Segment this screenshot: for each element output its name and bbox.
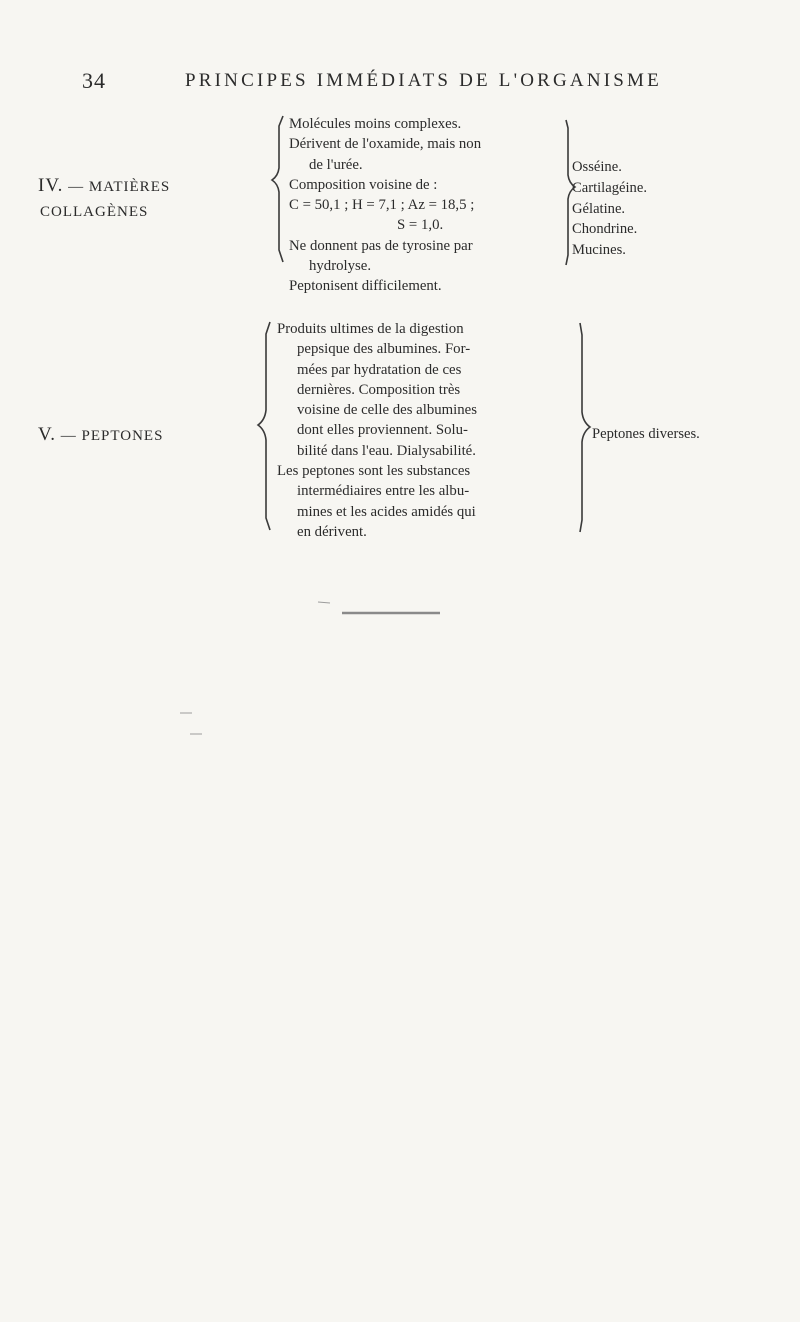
- section-v-left-brace: [258, 322, 270, 530]
- text-line: intermédiaires entre les albu-: [297, 483, 470, 500]
- text-line: mines et les acides amidés qui: [297, 503, 476, 520]
- text-line: en dérivent.: [297, 523, 367, 540]
- text-line: mées par hydratation de ces: [297, 361, 462, 378]
- text-line: hydrolyse.: [309, 258, 372, 275]
- section-iv-right-brace: [566, 120, 575, 265]
- running-title: PRINCIPES IMMÉDIATS DE L'ORGANISME: [185, 70, 662, 91]
- text-line: S = 1,0.: [397, 217, 444, 234]
- section-iv-title-line2: COLLAGÈNES: [40, 204, 149, 220]
- section-iv-title-line1: — MATIÈRES: [68, 179, 171, 195]
- text-line: Produits ultimes de la digestion: [277, 321, 464, 337]
- text-line: C = 50,1 ; H = 7,1 ; Az = 18,5 ;: [289, 197, 475, 214]
- text-line: pepsique des albumines. For-: [297, 341, 471, 358]
- page-number: 34: [82, 68, 106, 93]
- text-line: Les peptones sont les substances: [277, 463, 471, 480]
- example-item: Gélatine.: [572, 200, 626, 217]
- text-line: Peptonisent difficilement.: [289, 278, 442, 295]
- text-line: dernières. Composition très: [297, 381, 461, 398]
- text-line: Ne donnent pas de tyrosine par: [289, 237, 473, 254]
- text-line: de l'urée.: [309, 156, 363, 173]
- text-line: Molécules moins complexes.: [289, 116, 462, 132]
- text-line: Composition voisine de :: [289, 176, 438, 193]
- section-v-number: V.: [38, 424, 57, 445]
- text-line: Dérivent de l'oxamide, mais non: [289, 136, 482, 153]
- bleed-through-mark: [318, 602, 330, 603]
- section-v-title-line1: — PEPTONES: [60, 428, 164, 444]
- example-item: Peptones diverses.: [592, 426, 700, 442]
- example-item: Cartilagéine.: [572, 179, 647, 196]
- text-line: voisine de celle des albumines: [297, 402, 477, 419]
- example-item: Mucines.: [572, 242, 626, 259]
- section-iv-left-brace: [272, 116, 283, 262]
- example-item: Chondrine.: [572, 221, 638, 238]
- section-iv-number: IV.: [38, 175, 64, 196]
- text-line: dont elles proviennent. Solu-: [297, 422, 468, 439]
- example-item: Osséine.: [572, 159, 622, 175]
- section-v-right-brace: [580, 323, 590, 532]
- text-line: bilité dans l'eau. Dialysabilité.: [297, 442, 476, 459]
